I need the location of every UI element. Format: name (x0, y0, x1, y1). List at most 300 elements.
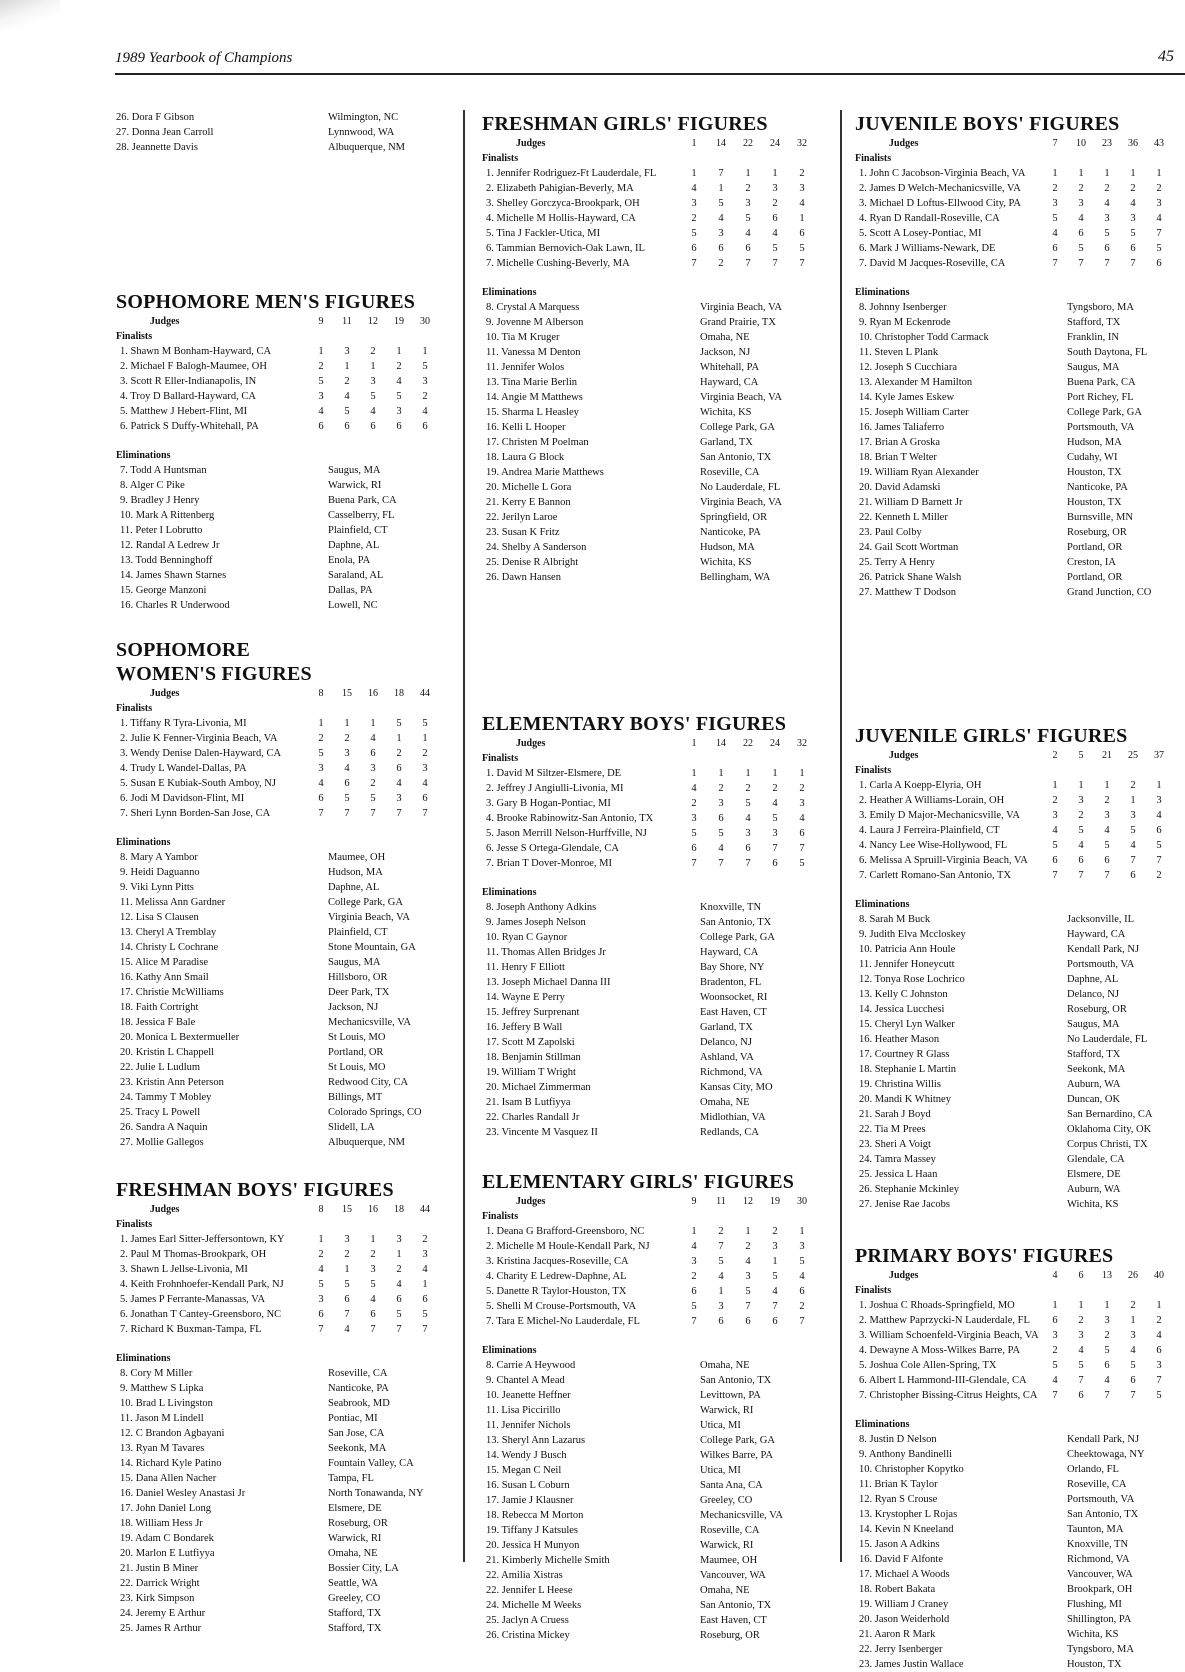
judge-score: 3 (1130, 213, 1136, 224)
judge-number: 25 (1128, 750, 1138, 761)
judge-number: 40 (1154, 1270, 1164, 1281)
judge-number: 22 (743, 138, 753, 149)
elimination-row (482, 330, 832, 345)
judge-score: 1 (1104, 1300, 1110, 1311)
eliminated-location: Mechanicsville, VA (700, 1510, 784, 1521)
elimination-row (116, 970, 456, 985)
judge-number: 14 (716, 738, 726, 749)
eliminated-name: 12. Randal A Ledrew Jr (120, 540, 220, 551)
eliminated-name: 19. Adam C Bondarek (120, 1533, 214, 1544)
finalist-name: 3. Scott R Eller-Indianapolis, IN (120, 376, 257, 387)
judge-score: 2 (1130, 183, 1136, 194)
finalists-label: Finalists (855, 153, 892, 164)
finalist-row (116, 359, 456, 374)
finalists-label: Finalists (116, 1219, 153, 1230)
judge-score: 6 (772, 858, 778, 869)
judge-score: 4 (718, 1271, 724, 1282)
judge-score: 7 (718, 1241, 724, 1252)
eliminated-location: Jackson, NJ (328, 1002, 379, 1013)
judge-number: 15 (342, 1204, 352, 1215)
judge-score: 7 (1052, 258, 1058, 269)
judge-score: 5 (1078, 825, 1084, 836)
section-title: JUVENILE GIRLS' FIGURES (855, 725, 1128, 747)
eliminated-location: Stafford, TX (1067, 317, 1121, 328)
elimination-row (482, 1493, 832, 1508)
eliminated-name: 15. Sharma L Heasley (486, 407, 579, 418)
eliminated-name: 24. Jeremy E Arthur (120, 1608, 206, 1619)
elimination-row (482, 1568, 832, 1583)
judge-score: 3 (1052, 198, 1058, 209)
finalists-label: Finalists (116, 331, 153, 342)
judge-score: 3 (745, 198, 751, 209)
eliminated-name: 23. Paul Colby (859, 527, 922, 538)
eliminated-location: Richmond, VA (700, 1067, 763, 1078)
judge-score: 4 (422, 778, 428, 789)
judge-score: 5 (318, 376, 324, 387)
eliminated-location: Wichita, KS (700, 557, 752, 568)
entrant-name: 27. Donna Jean Carroll (116, 127, 214, 138)
judge-score: 4 (1130, 198, 1136, 209)
eliminated-location: Shillington, PA (1067, 1614, 1132, 1625)
judge-score: 5 (344, 1279, 350, 1290)
judge-number: 43 (1154, 138, 1164, 149)
judge-score: 2 (1078, 1315, 1084, 1326)
eliminated-name: 14. Wayne E Perry (486, 992, 565, 1003)
elimination-row (855, 1432, 1185, 1447)
eliminated-location: Deer Park, TX (328, 987, 390, 998)
judge-score: 5 (396, 391, 402, 402)
eliminated-location: San Antonio, TX (700, 1375, 772, 1386)
eliminated-name: 8. Carrie A Heywood (486, 1360, 576, 1371)
judge-score: 2 (1156, 870, 1162, 881)
elimination-row (855, 420, 1185, 435)
eliminated-name: 24. Michelle M Weeks (486, 1600, 582, 1611)
elimination-row (116, 1120, 456, 1135)
eliminated-name: 16. Kelli L Hooper (486, 422, 566, 433)
judge-score: 5 (344, 406, 350, 417)
finalist-name: 2. Matthew Paprzycki-N Lauderdale, FL (859, 1315, 1030, 1326)
finalist-name: 2. Elizabeth Pahigian-Beverly, MA (486, 183, 634, 194)
eliminated-name: 26. Dawn Hansen (486, 572, 561, 583)
elimination-row (855, 555, 1185, 570)
judge-score: 3 (1052, 1330, 1058, 1341)
finalist-row (116, 731, 456, 746)
eliminated-location: Seekonk, MA (328, 1443, 387, 1454)
judge-score: 1 (691, 1226, 697, 1237)
judge-score: 5 (1156, 840, 1162, 851)
elimination-row (855, 1077, 1185, 1092)
judge-number: 14 (716, 138, 726, 149)
judge-score: 7 (799, 843, 805, 854)
judge-score: 1 (396, 346, 402, 357)
elimination-row (855, 957, 1185, 972)
judge-score: 5 (799, 243, 805, 254)
judge-number: 18 (394, 688, 404, 699)
eliminated-location: Hayward, CA (700, 377, 759, 388)
eliminated-location: Fountain Valley, CA (328, 1458, 414, 1469)
judge-score: 7 (1130, 1390, 1136, 1401)
section-title: PRIMARY BOYS' FIGURES (855, 1245, 1114, 1267)
elimination-row (855, 315, 1185, 330)
finalist-name: 5. Shelli M Crouse-Portsmouth, VA (486, 1301, 637, 1312)
elimination-row (855, 1462, 1185, 1477)
judge-score: 1 (1052, 1300, 1058, 1311)
judge-score: 7 (1156, 228, 1162, 239)
eliminated-location: Taunton, MA (1067, 1524, 1124, 1535)
judge-score: 4 (422, 406, 428, 417)
eliminated-name: 9. Ryan M Eckenrode (859, 317, 951, 328)
judge-score: 3 (370, 1264, 376, 1275)
eliminated-location: Plainfield, CT (328, 525, 388, 536)
eliminated-location: Virginia Beach, VA (700, 392, 782, 403)
judges-label: Judges (516, 138, 546, 149)
eliminated-location: Warwick, RI (700, 1405, 754, 1416)
eliminated-name: 22. Tia M Prees (859, 1124, 926, 1135)
judge-score: 1 (718, 183, 724, 194)
judge-number: 11 (716, 1196, 726, 1207)
judge-number: 1 (691, 738, 697, 749)
elimination-row (855, 1047, 1185, 1062)
judge-score: 6 (1104, 855, 1110, 866)
judge-score: 3 (691, 198, 697, 209)
judge-score: 6 (799, 828, 805, 839)
judge-score: 7 (422, 808, 428, 819)
finalist-row (855, 853, 1185, 868)
eliminated-name: 8. Crystal A Marquess (486, 302, 580, 313)
judge-score: 7 (718, 858, 724, 869)
eliminated-location: Warwick, RI (700, 1540, 754, 1551)
eliminated-name: 10. Tia M Kruger (486, 332, 560, 343)
judge-score: 4 (745, 1256, 751, 1267)
event-section (482, 112, 832, 585)
judge-score: 3 (1156, 795, 1162, 806)
judge-score: 5 (1078, 243, 1084, 254)
eliminated-name: 14. Kevin N Kneeland (859, 1524, 954, 1535)
eliminated-name: 23. Kristin Ann Peterson (120, 1077, 224, 1088)
finalist-name: 4. Keith Frohnhoefer-Kendall Park, NJ (120, 1279, 284, 1290)
judge-score: 4 (1130, 840, 1136, 851)
judge-score: 3 (799, 183, 805, 194)
eliminated-location: College Park, GA (1067, 407, 1142, 418)
eliminated-location: College Park, GA (700, 422, 775, 433)
finalist-name: 2. Jeffrey J Angiulli-Livonia, MI (486, 783, 624, 794)
eliminated-name: 14. Richard Kyle Patino (120, 1458, 222, 1469)
judge-score: 6 (691, 1286, 697, 1297)
judge-score: 5 (1052, 213, 1058, 224)
elimination-row (855, 1092, 1185, 1107)
finalist-name: 6. Jesse S Ortega-Glendale, CA (486, 843, 619, 854)
finalist-row (855, 256, 1185, 271)
finalist-name: 1. John C Jacobson-Virginia Beach, VA (859, 168, 1026, 179)
elimination-row (855, 1032, 1185, 1047)
eliminated-location: Pontiac, MI (328, 1413, 378, 1424)
elimination-row (855, 1447, 1185, 1462)
judge-score: 3 (718, 228, 724, 239)
judge-score: 2 (1156, 1315, 1162, 1326)
eliminated-location: Stafford, TX (328, 1608, 382, 1619)
finalist-name: 2. Michael F Balogh-Maumee, OH (120, 361, 267, 372)
judge-score: 7 (1104, 870, 1110, 881)
judge-number: 36 (1128, 138, 1138, 149)
judge-score: 7 (691, 858, 697, 869)
finalist-row (855, 196, 1185, 211)
eliminated-name: 18. Rebecca M Morton (486, 1510, 584, 1521)
finalist-row (116, 374, 456, 389)
judge-score: 6 (745, 1316, 751, 1327)
finalist-row (855, 1373, 1185, 1388)
finalist-name: 4. Charity E Ledrew-Daphne, AL (486, 1271, 627, 1282)
elimination-row (482, 315, 832, 330)
judge-score: 6 (1130, 1375, 1136, 1386)
judges-row (482, 1194, 832, 1209)
judge-score: 5 (1156, 243, 1162, 254)
elimination-row (482, 570, 832, 585)
judge-score: 2 (799, 1301, 805, 1312)
elimination-row (482, 1628, 832, 1643)
judge-score: 1 (344, 718, 350, 729)
elimination-row (116, 1030, 456, 1045)
page-header-title: 1989 Yearbook of Champions (115, 50, 293, 66)
elimination-row (116, 1621, 456, 1636)
judge-score: 2 (1078, 810, 1084, 821)
entrant-location: Wilmington, NC (328, 112, 399, 123)
elimination-row (116, 493, 456, 508)
judge-score: 2 (318, 1249, 324, 1260)
section-title: SOPHOMORE MEN'S FIGURES (116, 291, 416, 313)
judge-score: 2 (772, 1226, 778, 1237)
eliminated-location: Buena Park, CA (1067, 377, 1136, 388)
finalist-row (116, 776, 456, 791)
judge-score: 4 (370, 1294, 376, 1305)
finalist-row (116, 791, 456, 806)
section-title: WOMEN'S FIGURES (116, 663, 312, 685)
eliminated-name: 15. Megan C Neil (486, 1465, 562, 1476)
judge-score: 4 (344, 1324, 350, 1335)
eliminated-name: 11. Lisa Piccirillo (486, 1405, 561, 1416)
spacer (855, 271, 1185, 285)
finalist-row (116, 389, 456, 404)
judge-score: 7 (1156, 855, 1162, 866)
eliminated-name: 8. Mary A Yambor (120, 852, 198, 863)
judge-score: 4 (799, 198, 805, 209)
elimination-row (482, 1020, 832, 1035)
judge-score: 7 (344, 808, 350, 819)
elimination-row (855, 360, 1185, 375)
elimination-row (116, 478, 456, 493)
eliminated-name: 15. Alice M Paradise (120, 957, 209, 968)
judge-number: 19 (770, 1196, 780, 1207)
judge-score: 7 (1104, 258, 1110, 269)
finalist-row (116, 1307, 456, 1322)
elimination-row (116, 1000, 456, 1015)
elimination-row (855, 1017, 1185, 1032)
elimination-row (855, 1507, 1185, 1522)
eliminated-location: Port Richey, FL (1067, 392, 1134, 403)
judge-score: 3 (1104, 213, 1110, 224)
eliminated-location: Knoxville, TN (700, 902, 762, 913)
judge-score: 2 (799, 168, 805, 179)
judge-score: 2 (1104, 1330, 1110, 1341)
eliminated-location: No Lauderdale, FL (700, 482, 781, 493)
elimination-row (482, 1358, 832, 1373)
judge-score: 6 (1078, 228, 1084, 239)
judge-score: 6 (422, 1294, 428, 1305)
elimination-row (482, 1125, 832, 1140)
eliminations-label: Eliminations (116, 450, 171, 461)
elimination-row (116, 598, 456, 613)
judge-score: 2 (344, 376, 350, 387)
judge-score: 1 (1104, 780, 1110, 791)
eliminated-name: 9. James Joseph Nelson (486, 917, 586, 928)
judge-score: 1 (745, 1226, 751, 1237)
finalist-name: 7. Tara E Michel-No Lauderdale, FL (486, 1316, 640, 1327)
eliminated-name: 25. Denise R Albright (486, 557, 579, 568)
eliminated-name: 11. Jason M Lindell (120, 1413, 204, 1424)
finalists-label: Finalists (855, 1285, 892, 1296)
finalist-row (855, 1358, 1185, 1373)
judge-score: 2 (718, 258, 724, 269)
judge-score: 2 (396, 748, 402, 759)
judge-score: 7 (396, 1324, 402, 1335)
section-title: JUVENILE BOYS' FIGURES (855, 113, 1120, 135)
judge-score: 5 (691, 1301, 697, 1312)
eliminated-name: 16. Heather Mason (859, 1034, 940, 1045)
eliminated-location: Buena Park, CA (328, 495, 397, 506)
eliminated-location: Slidell, LA (328, 1122, 375, 1133)
judge-score: 5 (1130, 1360, 1136, 1371)
eliminated-location: Omaha, NE (700, 1585, 750, 1596)
judge-score: 1 (370, 361, 376, 372)
judge-score: 6 (396, 763, 402, 774)
finalist-row (482, 1299, 832, 1314)
eliminated-name: 24. Shelby A Sanderson (486, 542, 587, 553)
judge-score: 5 (422, 361, 428, 372)
finalist-name: 3. Kristina Jacques-Roseville, CA (486, 1256, 629, 1267)
elimination-row (482, 555, 832, 570)
finalist-row (482, 841, 832, 856)
judge-score: 4 (745, 813, 751, 824)
eliminated-name: 17. Michael A Woods (859, 1569, 950, 1580)
finalist-name: 5. Joshua Cole Allen-Spring, TX (859, 1360, 997, 1371)
judge-score: 1 (370, 718, 376, 729)
judge-score: 1 (318, 346, 324, 357)
eliminated-location: Saugus, MA (328, 957, 381, 968)
elimination-row (482, 405, 832, 420)
spacer (116, 1337, 456, 1351)
elimination-row (855, 450, 1185, 465)
judge-number: 24 (770, 138, 780, 149)
finalist-row (855, 166, 1185, 181)
eliminated-location: Stafford, TX (1067, 1049, 1121, 1060)
judge-score: 2 (1130, 1300, 1136, 1311)
judge-score: 5 (691, 828, 697, 839)
judge-score: 4 (772, 798, 778, 809)
judges-row (855, 1268, 1185, 1283)
eliminated-location: Portsmouth, VA (1067, 422, 1135, 433)
judge-score: 3 (772, 183, 778, 194)
eliminated-name: 10. Christopher Kopytko (859, 1464, 964, 1475)
finalist-row (855, 838, 1185, 853)
elimination-row (482, 930, 832, 945)
judge-score: 5 (370, 1279, 376, 1290)
eliminated-location: Portsmouth, VA (1067, 959, 1135, 970)
elimination-row (855, 912, 1185, 927)
eliminated-location: Grand Junction, CO (1067, 587, 1152, 598)
eliminated-location: Colorado Springs, CO (328, 1107, 422, 1118)
eliminations-label: Eliminations (855, 287, 910, 298)
judge-score: 4 (1156, 810, 1162, 821)
finalist-name: 5. Jason Merrill Nelson-Hurffville, NJ (486, 828, 647, 839)
event-section (855, 724, 1185, 1212)
elimination-row (855, 1182, 1185, 1197)
elimination-row (482, 945, 832, 960)
elimination-row (116, 538, 456, 553)
eliminated-location: Vancouver, WA (1067, 1569, 1133, 1580)
judge-score: 1 (370, 1234, 376, 1245)
elimination-row (116, 1516, 456, 1531)
eliminated-name: 9. Heidi Daguanno (120, 867, 200, 878)
eliminated-location: Portland, OR (328, 1047, 384, 1058)
eliminated-name: 15. Cheryl Lyn Walker (859, 1019, 955, 1030)
event-section (116, 638, 456, 1150)
finalist-name: 5. Danette R Taylor-Houston, TX (486, 1286, 627, 1297)
spacer (482, 871, 832, 885)
eliminated-location: South Daytona, FL (1067, 347, 1148, 358)
elimination-row (855, 585, 1185, 600)
finalist-name: 4. Michelle M Hollis-Hayward, CA (486, 213, 636, 224)
judge-score: 6 (370, 748, 376, 759)
elimination-row (116, 463, 456, 478)
elimination-row (855, 495, 1185, 510)
judge-score: 2 (422, 748, 428, 759)
entrant-location: Lynnwood, WA (328, 127, 395, 138)
finalist-name: 3. Wendy Denise Dalen-Hayward, CA (120, 748, 282, 759)
eliminated-name: 11. Jennifer Nichols (486, 1420, 571, 1431)
finalist-row (855, 1388, 1185, 1403)
judge-score: 2 (691, 1271, 697, 1282)
elimination-row (855, 942, 1185, 957)
elimination-row (855, 1567, 1185, 1582)
finalist-name: 3. Shawn L Jellse-Livonia, MI (120, 1264, 248, 1275)
judge-score: 7 (799, 258, 805, 269)
judge-number: 12 (743, 1196, 753, 1207)
eliminated-location: East Haven, CT (700, 1615, 767, 1626)
eliminated-name: 20. Jason Weiderhold (859, 1614, 950, 1625)
elimination-row (855, 300, 1185, 315)
eliminated-location: Bradenton, FL (700, 977, 762, 988)
judge-score: 7 (422, 1324, 428, 1335)
judge-score: 3 (1130, 1330, 1136, 1341)
eliminated-location: Seabrook, MD (328, 1398, 390, 1409)
elimination-row (855, 1062, 1185, 1077)
judge-score: 4 (718, 213, 724, 224)
judge-score: 4 (1130, 1345, 1136, 1356)
eliminated-location: Roseville, CA (328, 1368, 388, 1379)
judges-row (116, 1202, 456, 1217)
elimination-row (855, 1642, 1185, 1657)
judge-score: 6 (396, 1294, 402, 1305)
eliminated-name: 21. Aaron R Mark (859, 1629, 936, 1640)
eliminated-name: 21. Justin B Miner (120, 1563, 199, 1574)
elimination-row (855, 465, 1185, 480)
eliminated-name: 21. Kerry E Bannon (486, 497, 571, 508)
judge-score: 2 (318, 733, 324, 744)
judge-score: 1 (718, 768, 724, 779)
finalist-name: 5. Tina J Fackler-Utica, MI (486, 228, 601, 239)
eliminated-name: 22. Jerilyn Laroe (486, 512, 558, 523)
elimination-row (116, 568, 456, 583)
judge-score: 4 (799, 813, 805, 824)
